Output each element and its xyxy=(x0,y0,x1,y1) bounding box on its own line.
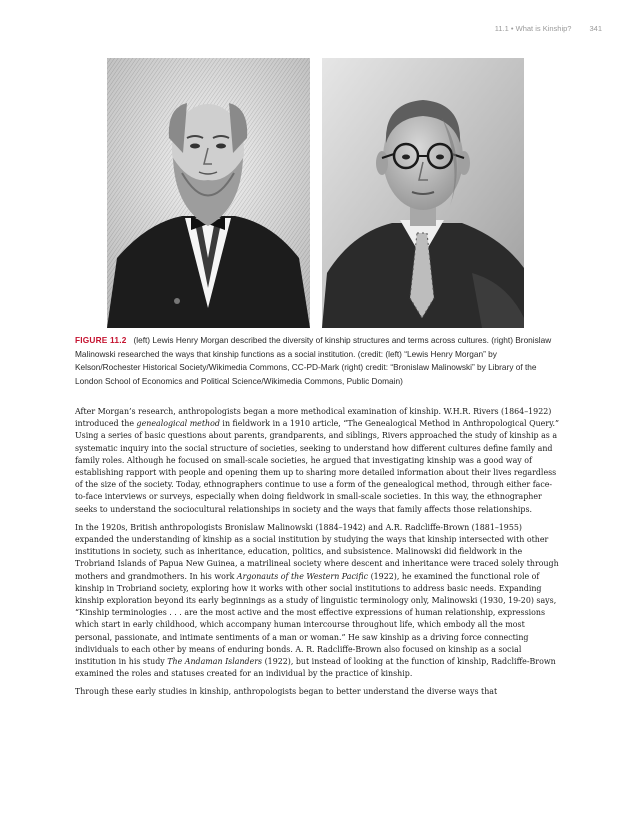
section-title: 11.1 • What is Kinship? xyxy=(494,24,572,33)
paragraph-1-text-b: in fieldwork in a 1910 article, “The Genealogical Method in Anthropological Query.” Using a series of basic questions about parents, grandparents, and siblings, Rivers approached the study of kinship as a systematic inquiry into the social structure of societies, seeking to understand how different cultures define family and family roles. Although he focused on small-scale societies, he argued that investigating kinship was a good way of establishing rapport with people and opening them up to sharing more detailed information about their lives regardless of the size of the society. Today, ethnographers continue to use a form of the genealogical method, through either face-to-face interviews or surveys, especially when doing fieldwork in small-scale societies. In this way, the ethnographer seeks to understand the sociocultural relationships in society and the ways that family affects those relationships. xyxy=(75,419,560,514)
paragraph-3: Through these early studies in kinship, anthropologists began to better understand the diverse ways that xyxy=(75,687,498,697)
paragraph-2-text-c: (1922), but instead of looking at the function of kinship, Radcliffe-Brown examined the roles and statuses created for an individual by the practice of kinship. xyxy=(75,657,556,679)
paragraph-2 xyxy=(75,522,561,681)
body-text xyxy=(75,406,561,705)
figure-label: FIGURE 11.2 xyxy=(75,335,127,345)
portrait-malinowski xyxy=(322,58,524,328)
paragraph-2-text-b: (1922), he examined the functional role of kinship in Trobriand society, exploring how it works with other social institutions to address basic needs. Expanding kinship exploration beyond its early beginnings as a study of linguistic terminology only, Malinowski (1930, 19-20) says, “Kinship terminologies . . . are the most active and the most effective expressions of human relationship, expressions which start in early childhood, which accompany human intercourse throughout life, which embody all the most personal, passionate, and intimate sentiments of a man or woman.” He saw kinship as a driving force connecting individuals to each other by means of enduring bonds. A. R. Radcliffe-Brown also focused on kinship as a social institution in his study xyxy=(75,571,557,667)
running-header xyxy=(495,24,602,33)
portrait-morgan-image xyxy=(107,58,310,328)
figure-caption-text: (left) Lewis Henry Morgan described the diversity of kinship structures and terms across cultures. (right) Bronislaw Malinowski researched the ways that kinship functions as a social institution. (credit: (left) “Lewis Henry Morgan” by Kelson/Rochester Historical Society/Wikimedia Commons, CC-PD-Mark (right) credit: “Bronislaw Malinowski” by Library of the London School of Economics and Political Science/Wikimedia Commons, Public Domain) xyxy=(75,335,552,386)
figure-photos xyxy=(0,58,630,330)
book-title-argonauts: Argonauts of the Western Pacific xyxy=(236,571,369,581)
portrait-morgan xyxy=(107,58,310,328)
book-title-andaman-islanders: The Andaman Islanders xyxy=(167,657,263,667)
paragraph-1-text-a: After Morgan’s research, anthropologists began a more methodical examination of kinship. W.H.R. Rivers (1864–1922) introduced the xyxy=(75,407,552,429)
portrait-malinowski-image xyxy=(322,58,524,328)
paragraph-1 xyxy=(75,406,561,516)
page-number: 341 xyxy=(589,24,602,33)
figure-caption xyxy=(75,334,561,388)
key-term-genealogical-method: genealogical method xyxy=(136,419,220,429)
paragraph-2-text-a: In the 1920s, British anthropologists Bronislaw Malinowski (1884–1942) and A.R. Radcliffe-Brown (1881–1955) expanded the understanding of kinship as a social institution by studying the ways that kinship intersected with other institutions in society, such as inheritance, education, politics, and subsistence. Malinowski did fieldwork in the Trobriand Islands of Papua New Guinea, a matrilineal society where descent and inheritance were traced solely through mothers and grandmothers. In his work xyxy=(75,522,559,581)
